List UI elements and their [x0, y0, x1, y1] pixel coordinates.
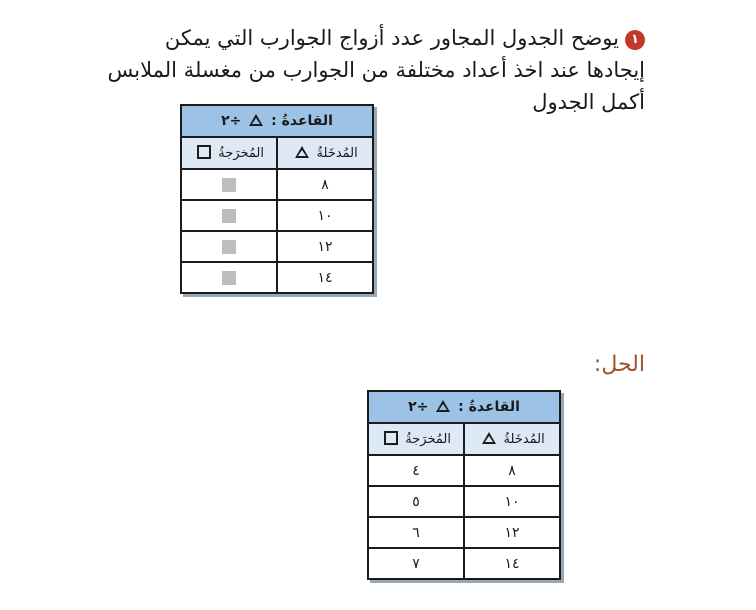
question-table	[180, 104, 374, 294]
table-row	[368, 517, 560, 548]
input-header-label: المُدخَلةُ	[316, 145, 358, 161]
square-icon	[384, 431, 398, 445]
output-cell: ٥	[368, 486, 464, 517]
output-cell[interactable]	[181, 200, 277, 231]
input-header-cell	[277, 137, 373, 169]
blank-answer-box[interactable]	[222, 178, 236, 192]
triangle-icon	[482, 432, 496, 444]
output-header-label: المُخرَجةُ	[405, 432, 451, 447]
output-cell[interactable]	[181, 169, 277, 200]
triangle-icon	[436, 400, 450, 412]
input-cell: ٨	[464, 455, 560, 486]
rule-operator: ÷٢	[408, 399, 429, 415]
question-text: يوضح الجدول المجاور عدد أزواج الجوارب التي يمكن إيجادها عند اخذ أعداد مختلفة من الجوارب من مغسلة الملابس أكمل الجدول	[107, 26, 645, 114]
input-cell: ١٢	[277, 231, 373, 262]
table-row	[368, 486, 560, 517]
input-cell: ١٠	[464, 486, 560, 517]
output-header-cell	[368, 423, 464, 455]
table-row	[181, 231, 373, 262]
input-cell: ١٢	[464, 517, 560, 548]
rule-label: القاعدةُ :	[271, 113, 333, 129]
rule-title-cell	[368, 391, 560, 423]
output-cell[interactable]	[181, 231, 277, 262]
input-cell: ١٤	[464, 548, 560, 579]
table-row	[368, 548, 560, 579]
output-header-label: المُخرَجةُ	[218, 146, 264, 161]
output-header-cell	[181, 137, 277, 169]
triangle-icon	[249, 114, 263, 126]
solution-label: الحل:	[593, 352, 645, 377]
output-cell[interactable]	[181, 262, 277, 293]
input-cell: ١٠	[277, 200, 373, 231]
input-header-label: المُدخَلةُ	[503, 431, 545, 447]
input-cell: ٨	[277, 169, 373, 200]
blank-answer-box[interactable]	[222, 240, 236, 254]
table-row	[181, 169, 373, 200]
output-cell: ٦	[368, 517, 464, 548]
input-header-cell	[464, 423, 560, 455]
rule-label: القاعدةُ :	[458, 399, 520, 415]
square-icon	[197, 145, 211, 159]
rule-operator: ÷٢	[221, 113, 242, 129]
blank-answer-box[interactable]	[222, 209, 236, 223]
solution-table	[367, 390, 561, 580]
input-cell: ١٤	[277, 262, 373, 293]
rule-title-cell	[181, 105, 373, 137]
output-cell: ٧	[368, 548, 464, 579]
table-row	[181, 200, 373, 231]
table-row	[368, 455, 560, 486]
table-row	[181, 262, 373, 293]
triangle-icon	[295, 146, 309, 158]
question-number-badge: ١	[625, 30, 645, 50]
output-cell: ٤	[368, 455, 464, 486]
blank-answer-box[interactable]	[222, 271, 236, 285]
